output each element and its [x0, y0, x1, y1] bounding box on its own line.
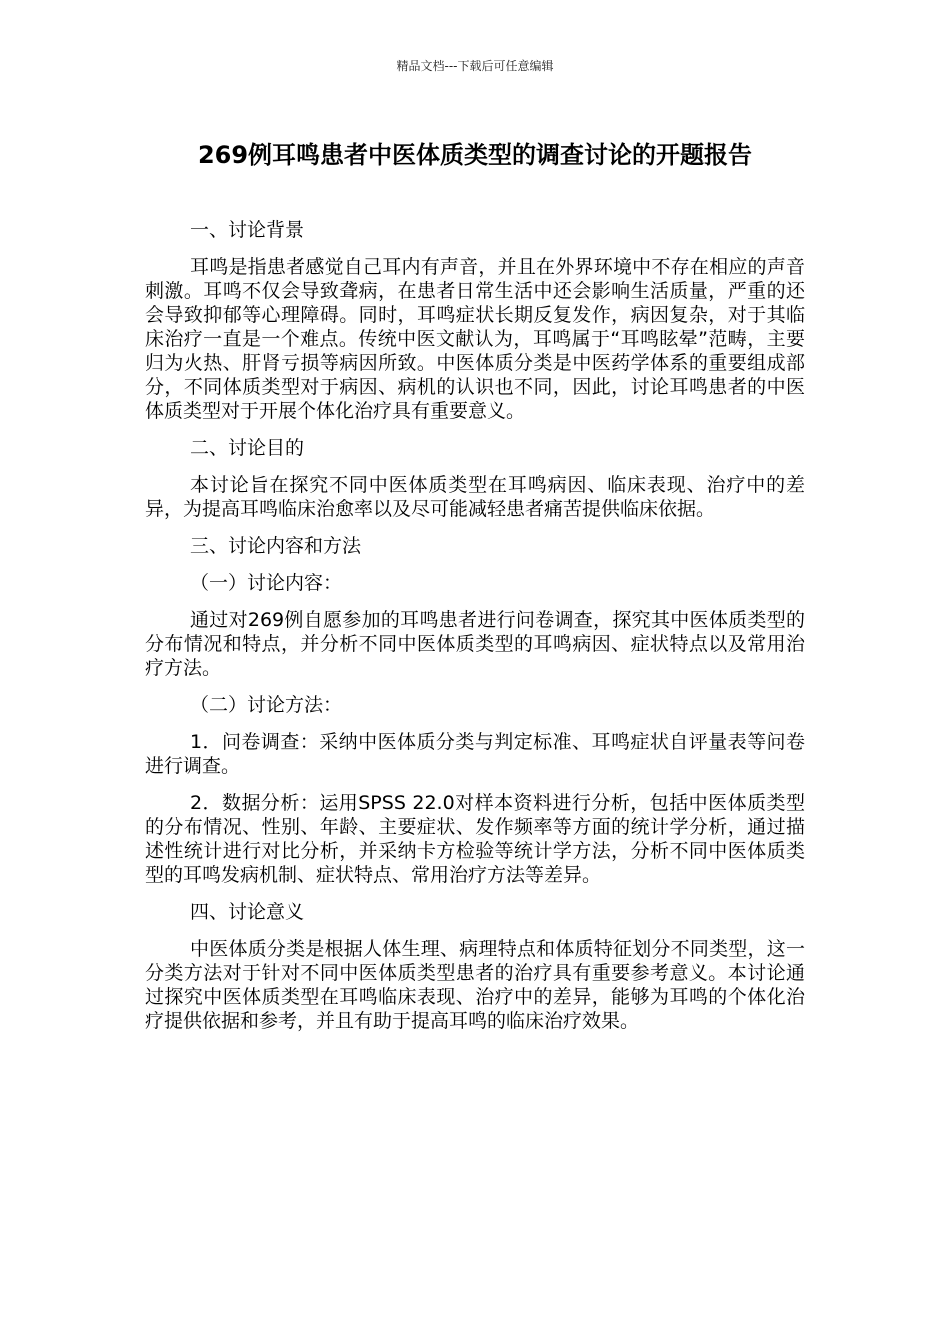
section-heading-purpose: 二、讨论目的: [190, 437, 305, 459]
document-title: 269例耳鸣患者中医体质类型的调查讨论的开题报告: [197, 141, 753, 169]
subheading-methods: （二）讨论方法：: [190, 694, 343, 716]
method-item-questionnaire: 1．问卷调查：采纳中医体质分类与判定标准、耳鸣症状自评量表等问卷进行调查。: [145, 731, 805, 777]
page-header: 精品文档---下载后可任意编辑: [396, 59, 554, 73]
subheading-content: （一）讨论内容：: [190, 572, 343, 594]
document-body: [145, 214, 805, 1046]
section-heading-significance: 四、讨论意义: [190, 901, 305, 923]
paragraph-background: 耳鸣是指患者感觉自己耳内有声音，并且在外界环境中不存在相应的声音刺激。耳鸣不仅会导致聋病，在患者日常生活中还会影响生活质量，严重的还会导致抑郁等心理障碍。同时，耳鸣症状长期反复发作，病因复杂，对于其临床治疗一直是一个难点。传统中医文献认为，耳鸣属于“耳鸣眩晕”范畴，主要归为火热、肝肾亏损等病因所致。中医体质分类是中医药学体系的重要组成部分，不同体质类型对于病因、病机的认识也不同，因此，讨论耳鸣患者的中医体质类型对于开展个体化治疗具有重要意义。: [145, 256, 805, 422]
section-heading-content-methods: 三、讨论内容和方法: [190, 535, 362, 557]
method-item-analysis: 2．数据分析：运用SPSS 22.0对样本资料进行分析，包括中医体质类型的分布情况、性别、年龄、主要症状、发作频率等方面的统计学分析，通过描述性统计进行对比分析，并采纳卡方检验等统计学方法，分析不同中医体质类型的耳鸣发病机制、症状特点、常用治疗方法等差异。: [145, 792, 805, 886]
paragraph-significance: 中医体质分类是根据人体生理、病理特点和体质特征划分不同类型，这一分类方法对于针对不同中医体质类型患者的治疗具有重要参考意义。本讨论通过探究中医体质类型在耳鸣临床表现、治疗中的差异，能够为耳鸣的个体化治疗提供依据和参考，并且有助于提高耳鸣的临床治疗效果。: [145, 938, 805, 1032]
paragraph-content: 通过对269例自愿参加的耳鸣患者进行问卷调查，探究其中医体质类型的分布情况和特点，并分析不同中医体质类型的耳鸣病因、症状特点以及常用治疗方法。: [145, 609, 805, 679]
paragraph-purpose: 本讨论旨在探究不同中医体质类型在耳鸣病因、临床表现、治疗中的差异，为提高耳鸣临床治愈率以及尽可能减轻患者痛苦提供临床依据。: [145, 474, 805, 520]
section-heading-background: 一、讨论背景: [190, 219, 305, 241]
